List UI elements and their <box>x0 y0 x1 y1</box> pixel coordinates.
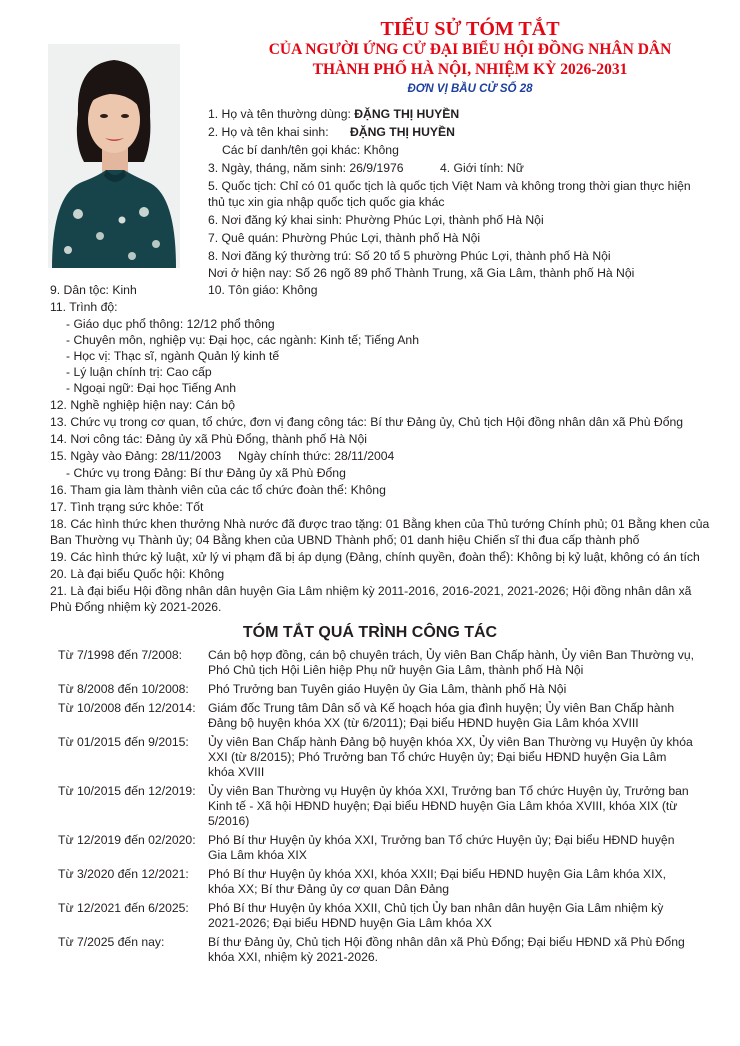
work-history-title: TÓM TẮT QUÁ TRÌNH CÔNG TÁC <box>242 624 498 641</box>
info-line-party-position: - Chức vụ trong Đảng: Bí thư Đảng ủy xã Phù Đổng <box>66 466 346 480</box>
work-period: Từ 7/1998 đến 7/2008: <box>58 648 183 662</box>
info-line-religion: 10. Tôn giáo: Không <box>208 283 318 297</box>
work-history-table <box>58 648 694 969</box>
info-line-gender: 4. Giới tính: Nữ <box>440 161 524 175</box>
info-line-degree: - Học vị: Thạc sĩ, ngành Quản lý kinh tế <box>66 349 280 363</box>
info-line-position: 13. Chức vụ trong cơ quan, tổ chức, đơn vị đang công tác: Bí thư Đảng ủy, Chủ tịch Hội đồng nhân dân xã Phù Đổng <box>50 415 684 429</box>
info-line-foreign-language: - Ngoại ngữ: Đại học Tiếng Anh <box>66 381 237 395</box>
work-period: Từ 12/2021 đến 6/2025: <box>58 901 189 915</box>
work-history-row <box>58 648 694 678</box>
info-line-permanent-residence: 8. Nơi đăng ký thường trú: Số 20 tổ 5 phường Phúc Lợi, thành phố Hà Nội <box>208 249 611 263</box>
info-line-party-official-date: Ngày chính thức: 28/11/2004 <box>238 449 395 463</box>
work-history-row <box>58 833 694 863</box>
work-history-row <box>58 735 694 780</box>
document-subtitle-line-2: THÀNH PHỐ HÀ NỘI, NHIỆM KỲ 2026-2031 <box>312 61 628 78</box>
work-description: Giám đốc Trung tâm Dân số và Kế hoạch hóa gia đình huyện; Ủy viên Ban Chấp hành Đảng bộ huyện khóa XX (từ 6/2011); Đại biểu HĐND huyện Gia Lâm khóa XVIII <box>208 701 675 730</box>
info-line-birthdate: 3. Ngày, tháng, năm sinh: 26/9/1976 <box>208 161 404 175</box>
info-line-health: 17. Tình trạng sức khỏe: Tốt <box>50 500 204 514</box>
info-value-birth-name: ĐẶNG THỊ HUYỀN <box>349 125 455 139</box>
candidate-portrait-photo <box>48 44 180 268</box>
info-line-occupation: 12. Nghề nghiệp hiện nay: Cán bộ <box>50 398 235 412</box>
document-title: TIỂU SỬ TÓM TẮT <box>380 18 560 40</box>
info-line-education: 11. Trình độ: <box>50 300 118 314</box>
work-description: Bí thư Đảng ủy, Chủ tịch Hội đồng nhân dân xã Phù Đổng; Đại biểu HĐND xã Phù Đổng khóa XXI, nhiệm kỳ 2021-2026. <box>208 935 685 964</box>
info-label-birth-name: 2. Họ và tên khai sinh: <box>208 125 329 139</box>
info-line-council-member: 21. Là đại biểu Hội đồng nhân dân huyện Gia Lâm nhiệm kỳ 2011-2016, 2016-2021, 2021-2026; Hội đồng nhân dân xã <box>50 584 692 598</box>
info-line-workplace: 14. Nơi công tác: Đảng ủy xã Phù Đổng, thành phố Hà Nội <box>50 432 367 446</box>
info-line-1 <box>208 106 459 122</box>
work-description: Ủy viên Ban Chấp hành Đảng bộ huyện khóa XX, Ủy viên Ban Thường vụ Huyện ủy khóa XXI (từ 8/2015); Phó Trưởng ban Tổ chức Huyện ủy; Đại biểu HĐND huyện Gia Lâm khóa XVIII <box>208 735 693 779</box>
work-description: Cán bộ hợp đồng, cán bộ chuyên trách, Ủy viên Ban Chấp hành, Ủy viên Ban Thường vụ, Phó Chủ tịch Hội Liên hiệp Phụ nữ huyện Gia Lâm, thành phố Hà Nội <box>208 648 694 677</box>
work-history-row <box>58 901 694 931</box>
work-history-row <box>58 867 694 897</box>
info-line-nationality: 5. Quốc tịch: Chỉ có 01 quốc tịch là quốc tịch Việt Nam và không trong thời gian thực hiện <box>208 179 691 193</box>
work-period: Từ 12/2019 đến 02/2020: <box>58 833 196 847</box>
info-line-party-join-date: 15. Ngày vào Đảng: 28/11/2003 <box>50 449 222 463</box>
info-line-ethnicity: 9. Dân tộc: Kinh <box>50 283 137 297</box>
work-period: Từ 10/2008 đến 12/2014: <box>58 701 196 715</box>
work-period: Từ 01/2015 đến 9/2015: <box>58 735 189 749</box>
info-line-profession: - Chuyên môn, nghiệp vụ: Đại học, các ngành: Kinh tế; Tiếng Anh <box>66 333 419 347</box>
work-period: Từ 3/2020 đến 12/2021: <box>58 867 189 881</box>
work-history-row <box>58 935 694 965</box>
info-line-nationality-cont: thủ tục xin gia nhập quốc tịch quốc gia khác <box>208 195 445 209</box>
work-history-row <box>58 682 694 697</box>
info-label-common-name: 1. Họ và tên thường dùng: <box>208 107 351 121</box>
work-period: Từ 7/2025 đến nay: <box>58 935 165 949</box>
work-history-row <box>58 784 694 829</box>
work-period: Từ 10/2015 đến 12/2019: <box>58 784 196 798</box>
info-line-aliases: Các bí danh/tên gọi khác: Không <box>222 143 399 157</box>
info-line-awards: 18. Các hình thức khen thưởng Nhà nước đã được trao tặng: 01 Bằng khen của Thủ tướng Chính phủ; 01 Bằng khen của <box>50 517 710 531</box>
info-line-current-residence: Nơi ở hiện nay: Số 26 ngõ 89 phố Thành Trung, xã Gia Lâm, thành phố Hà Nội <box>208 266 635 280</box>
work-description: Phó Bí thư Huyện ủy khóa XXI, khóa XXII; Đại biểu HĐND huyện Gia Lâm khóa XIX, khóa XX; Bí thư Đảng ủy cơ quan Dân Đảng <box>208 867 666 896</box>
info-line-2 <box>208 124 455 140</box>
info-line-organizations: 16. Tham gia làm thành viên của các tổ chức đoàn thể: Không <box>50 483 386 497</box>
info-line-national-assembly: 20. Là đại biểu Quốc hội: Không <box>50 567 225 581</box>
info-line-hometown: 7. Quê quán: Phường Phúc Lợi, thành phố Hà Nội <box>208 231 481 245</box>
work-description: Ủy viên Ban Thường vụ Huyện ủy khóa XXI, Trưởng ban Tổ chức Huyện ủy, Trưởng ban Kinh tế - Xã hội HĐND huyện; Đại biểu HĐND huyện Gia Lâm khóa XVIII, khóa XIX (từ 5/2016) <box>208 784 689 828</box>
info-line-council-member-cont: Phù Đổng nhiệm kỳ 2021-2026. <box>50 600 222 614</box>
info-value-common-name: ĐẶNG THỊ HUYỀN <box>354 107 460 121</box>
work-history-row <box>58 701 694 731</box>
electoral-unit-label: ĐƠN VỊ BẦU CỬ SỐ 28 <box>407 83 533 95</box>
document-subtitle-line-1: CỦA NGƯỜI ỨNG CỬ ĐẠI BIỂU HỘI ĐỒNG NHÂN DÂN <box>268 41 672 58</box>
work-description: Phó Trưởng ban Tuyên giáo Huyện ủy Gia Lâm, thành phố Hà Nội <box>208 682 567 696</box>
info-line-birth-registration: 6. Nơi đăng ký khai sinh: Phường Phúc Lợi, thành phố Hà Nội <box>208 213 544 227</box>
work-period: Từ 8/2008 đến 10/2008: <box>58 682 189 696</box>
info-line-political-theory: - Lý luận chính trị: Cao cấp <box>66 365 212 379</box>
work-description: Phó Bí thư Huyện ủy khóa XXI, Trưởng ban Tổ chức Huyện ủy; Đại biểu HĐND huyện Gia Lâm khóa XIX <box>208 833 675 862</box>
info-line-general-education: - Giáo dục phổ thông: 12/12 phổ thông <box>66 317 275 331</box>
work-description: Phó Bí thư Huyện ủy khóa XXII, Chủ tịch Ủy ban nhân dân huyện Gia Lâm nhiệm kỳ 2021-2026; Đại biểu HĐND huyện Gia Lâm khóa XX <box>208 901 664 930</box>
info-line-awards-cont: Ban Thường vụ Thành ủy; 04 Bằng khen của UBND Thành phố; 01 danh hiệu Chiến sĩ thi đua cấp thành phố <box>50 533 640 547</box>
info-line-discipline: 19. Các hình thức kỷ luật, xử lý vi phạm đã bị áp dụng (Đảng, chính quyền, đoàn thể): Không bị kỷ luật, không có án tích <box>50 550 700 564</box>
